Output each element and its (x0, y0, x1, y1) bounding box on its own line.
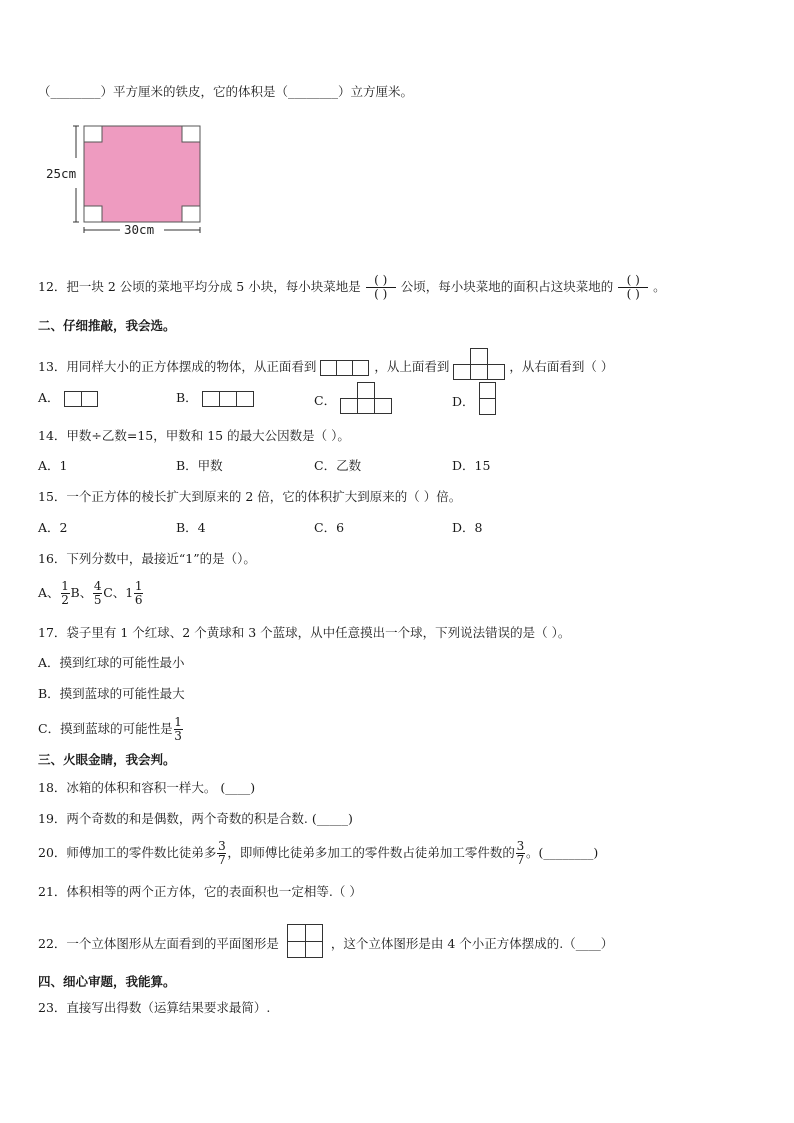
front-view-figure (320, 360, 370, 376)
q14-option-c[interactable]: C．乙数 (314, 458, 362, 473)
left-view-figure (287, 924, 323, 958)
iron-sheet-figure (40, 118, 210, 243)
q20-fraction-1: $\frac{3}{7}$ (218, 839, 226, 867)
height-label: 25cm (46, 166, 77, 181)
q17-fraction: $\frac{1}{3}$ (174, 715, 182, 743)
q16-options: A、 $\frac{1}{2}$ B、 $\frac{4}{5}$ C、1 $\frac{1}{6}$ (38, 579, 143, 607)
q16-fraction-b[interactable]: $\frac{4}{5}$ (93, 579, 102, 607)
q15-option-a[interactable]: A．2 (38, 520, 68, 535)
option-c-figure (340, 382, 392, 414)
cut-corner-tr (182, 126, 200, 142)
q11-tail: （________）平方厘米的铁皮，它的体积是（________）立方厘米。 (38, 84, 414, 99)
section-4-heading: 四、细心审题，我能算。 (38, 974, 176, 989)
q12-text-2: 公顷，每小块菜地的面积占这块菜地的 (400, 279, 614, 294)
q16-fraction-c[interactable]: $\frac{1}{6}$ (134, 579, 143, 607)
q16-fraction-a[interactable]: $\frac{1}{2}$ (61, 579, 69, 607)
option-a-figure (64, 391, 98, 407)
top-view-figure (453, 348, 505, 380)
question-15: 15．一个正方体的棱长扩大到原来的 2 倍，它的体积扩大到原来的（ ）倍。 (38, 489, 462, 504)
q15-option-c[interactable]: C．6 (314, 520, 345, 535)
cut-corner-bl (84, 206, 102, 222)
option-b-figure (202, 391, 254, 407)
question-17: 17．袋子里有 1 个红球、2 个黄球和 3 个蓝球，从中任意摸出一个球，下列说法错误的是（ ）。 (38, 625, 571, 640)
cut-corner-tl (84, 126, 102, 142)
cut-corner-br (182, 206, 200, 222)
question-16: 16．下列分数中，最接近“1”的是（）。 (38, 551, 256, 566)
section-3-heading: 三、火眼金睛，我会判。 (38, 752, 176, 767)
q13-option-b[interactable]: B． (176, 390, 254, 407)
question-20: 20．师傅加工的零件数比徒弟多 $\frac{3}{7}$ ，即师傅比徒弟多加工的零件数占徒弟加工零件数的 $\frac{3}{7}$ 。(________) (38, 839, 599, 867)
question-13: 13．用同样大小的正方体摆成的物体，从正面看到 ，从上面看到 ，从右面看到（ ） (38, 348, 613, 380)
q16-option-c-label[interactable]: C、 (103, 585, 126, 600)
q13-option-d[interactable]: D． (452, 382, 496, 415)
q14-option-a[interactable]: A．1 (38, 458, 68, 473)
q12-fraction-2: $\frac{( )}{( )}$ (618, 274, 648, 301)
question-18: 18．冰箱的体积和容积一样大。 (____) (38, 780, 256, 795)
q15-option-b[interactable]: B．4 (176, 520, 206, 535)
q16-option-a-label[interactable]: A、 (38, 585, 60, 600)
question-23: 23．直接写出得数（运算结果要求最简）. (38, 1000, 271, 1015)
q17-option-a[interactable]: A．摸到红球的可能性最小 (38, 655, 185, 670)
option-d-figure (479, 382, 496, 415)
q15-option-d[interactable]: D．8 (452, 520, 483, 535)
q13-option-c[interactable]: C． (314, 382, 392, 414)
q20-fraction-2: $\frac{3}{7}$ (516, 839, 525, 867)
question-12: 12．把一块 2 公顷的菜地平均分成 5 小块，每小块菜地是 $\frac{( )}{( )}$ 公顷，每小块菜地的面积占这块菜地的 $\frac{( )}{( )}$ 。 (38, 273, 666, 301)
section-2-heading: 二、仔细推敲，我会选。 (38, 318, 176, 333)
question-21: 21．体积相等的两个正方体，它的表面积也一定相等.（ ） (38, 884, 362, 899)
question-22: 22．一个立体图形从左面看到的平面图形是 ，这个立体图形是由 4 个小正方体摆成的.（____） (38, 924, 613, 958)
q17-option-b[interactable]: B．摸到蓝球的可能性最大 (38, 686, 185, 701)
q12-text-1: 12．把一块 2 公顷的菜地平均分成 5 小块，每小块菜地是 (38, 279, 361, 294)
q16-option-b-label[interactable]: B、 (70, 585, 93, 600)
q14-option-b[interactable]: B．甲数 (176, 458, 223, 473)
q17-option-c[interactable]: C．摸到蓝球的可能性是 $\frac{1}{3}$ (38, 715, 182, 743)
question-19: 19．两个奇数的和是偶数，两个奇数的积是合数. (_____) (38, 811, 353, 826)
q13-option-a[interactable]: A． (38, 390, 98, 407)
q14-option-d[interactable]: D．15 (452, 458, 491, 473)
width-label: 30cm (124, 222, 155, 237)
question-14: 14．甲数÷乙数=15，甲数和 15 的最大公因数是（ ）。 (38, 428, 350, 443)
q12-fraction-1: $\frac{( )}{( )}$ (366, 274, 396, 301)
iron-sheet-svg (40, 118, 210, 243)
